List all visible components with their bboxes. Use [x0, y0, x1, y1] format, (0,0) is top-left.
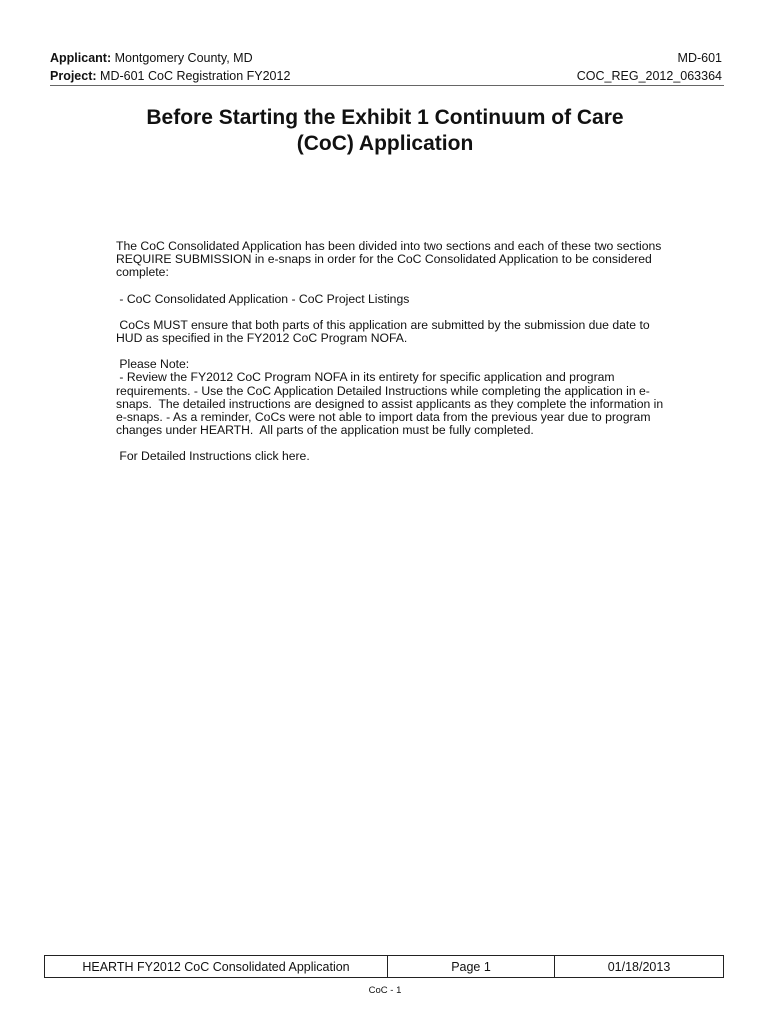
footer-page: Page 1 [388, 956, 555, 978]
please-note-block [116, 358, 676, 437]
page-title [90, 105, 680, 157]
project-line [50, 67, 290, 85]
registration-id: COC_REG_2012_063364 [576, 69, 722, 83]
footer-date: 01/18/2013 [555, 956, 724, 978]
header-left [50, 49, 290, 85]
applicant-value: Montgomery County, MD [114, 51, 253, 65]
instructions-body [116, 240, 676, 464]
please-note-heading: Please Note: [116, 357, 190, 372]
please-note-text: - Review the FY2012 CoC Program NOFA in its entirety for specific application and program requirements. - Use the CoC Application Detailed Instructions while completing the application in e-snaps. The detailed instructions are designed to assist applicants as they complete the information in e-snaps. - As a reminder, CoCs were not able to import data from the previous year due to program changes under HEARTH. All parts of the application must be fully completed. [116, 370, 667, 438]
sections-list: - CoC Consolidated Application - CoC Project Listings [116, 291, 410, 306]
page-number-note: CoC - 1 [368, 985, 402, 996]
header-right [577, 49, 722, 85]
coc-code: MD-601 [677, 51, 722, 65]
page-header [50, 49, 724, 86]
submission-paragraph: CoCs MUST ensure that both parts of this application are submitted by the submission due date to HUD as specified in the FY2012 CoC Program NOFA. [116, 317, 653, 346]
project-label: Project: [50, 69, 97, 83]
footer-table [44, 955, 724, 978]
title-line-2: (CoC) Application [296, 132, 474, 155]
applicant-line [50, 49, 290, 67]
footer-row [45, 956, 724, 978]
intro-paragraph: The CoC Consolidated Application has been divided into two sections and each of these two sections REQUIRE SUBMISSION in e-snaps in order for the CoC Consolidated Application to be considered complete: [116, 239, 665, 280]
footer-app-name: HEARTH FY2012 CoC Consolidated Application [45, 956, 388, 978]
project-value: MD-601 CoC Registration FY2012 [100, 69, 291, 83]
applicant-label: Applicant: [50, 51, 112, 65]
detailed-instructions-link[interactable]: For Detailed Instructions click here. [116, 449, 310, 464]
title-line-1: Before Starting the Exhibit 1 Continuum of Care [146, 106, 624, 129]
